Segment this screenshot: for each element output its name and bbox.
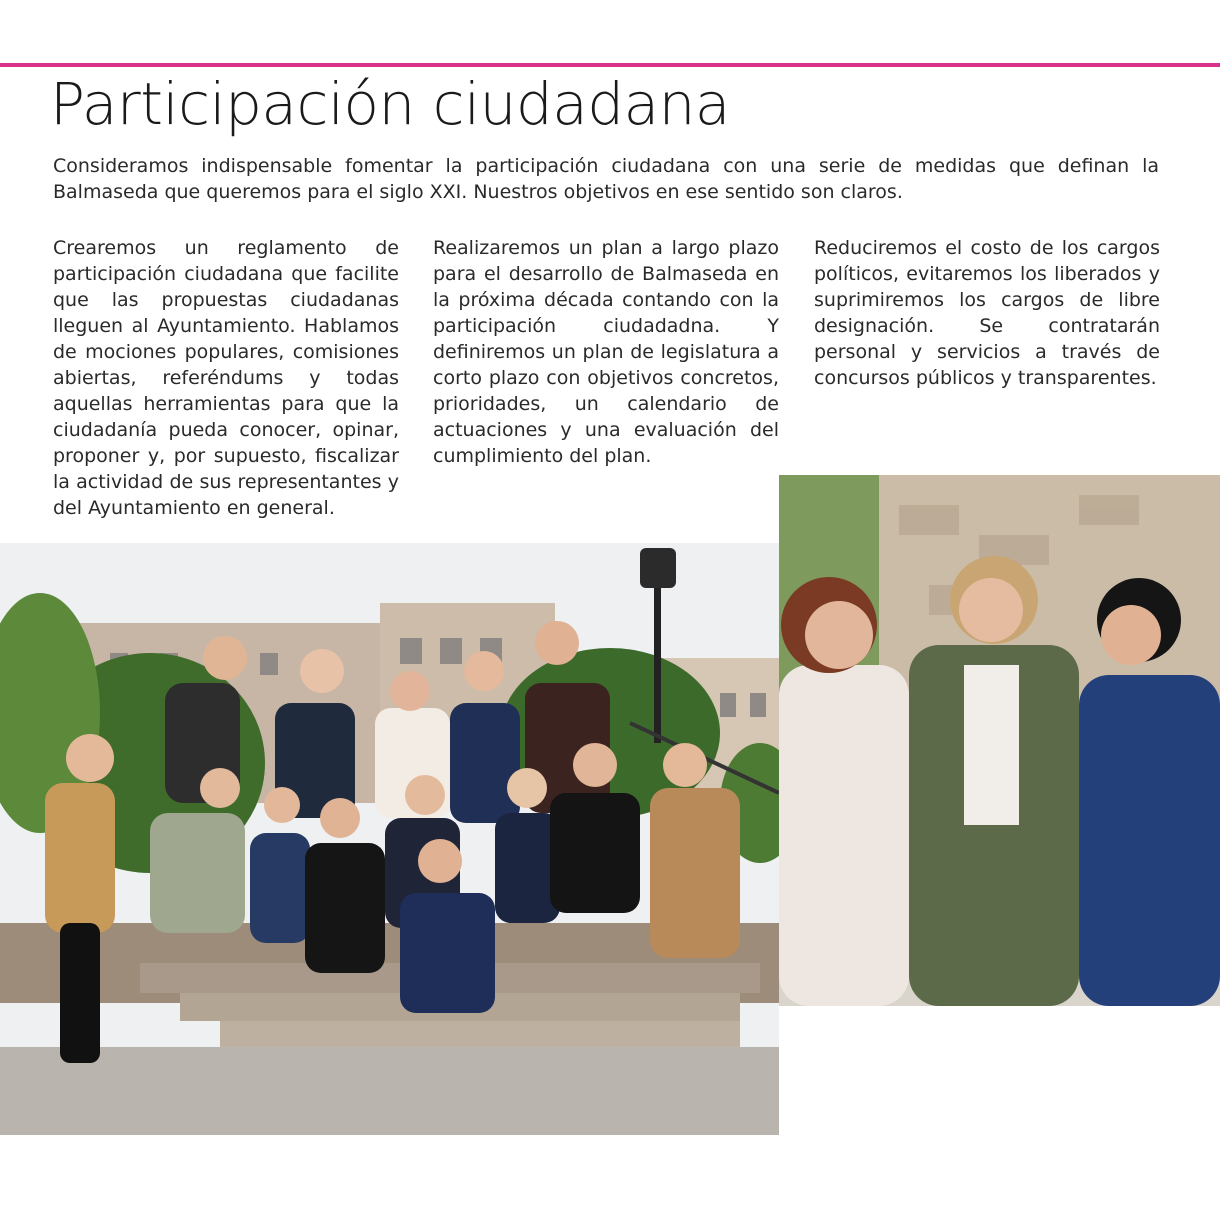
column-3-text: Reduciremos el costo de los cargos políticos, evitaremos los liberados y suprimiremos los cargos de libre designación. Se contratarán personal y servicios a través de concursos públicos y transparentes. — [814, 237, 1160, 389]
column-1-text: Crearemos un reglamento de participación ciudadana que facilite que las propuestas ciudadanas lleguen al Ayuntamiento. Hablamos de mociones populares, comisiones abiertas, referéndums y todas aquellas herramientas para que la ciudadanía pueda conocer, opinar, proponer y, por supuesto, fiscalizar la actividad de sus representantes y del Ayuntamiento en general. — [53, 237, 399, 519]
conversation-photo-illustration — [779, 475, 1220, 1006]
page-title: Participación ciudadana — [50, 70, 730, 138]
group-photo-illustration — [0, 543, 779, 1135]
conversation-photo — [779, 475, 1220, 1006]
column-2-text: Realizaremos un plan a largo plazo para el desarrollo de Balmaseda en la próxima década contando con la participación ciudadadna. Y definiremos un plan de legislatura a corto plazo con objetivos concretos, prioridades, un calendario de actuaciones y una evaluación del cumplimiento del plan. — [433, 237, 779, 467]
intro-paragraph: Consideramos indispensable fomentar la participación ciudadana con una serie de medidas que definan la Balmaseda que queremos para el siglo XXI. Nuestros objetivos en ese sentido son claros. — [53, 155, 1159, 203]
top-accent-rule — [0, 63, 1220, 67]
group-photo — [0, 543, 779, 1135]
